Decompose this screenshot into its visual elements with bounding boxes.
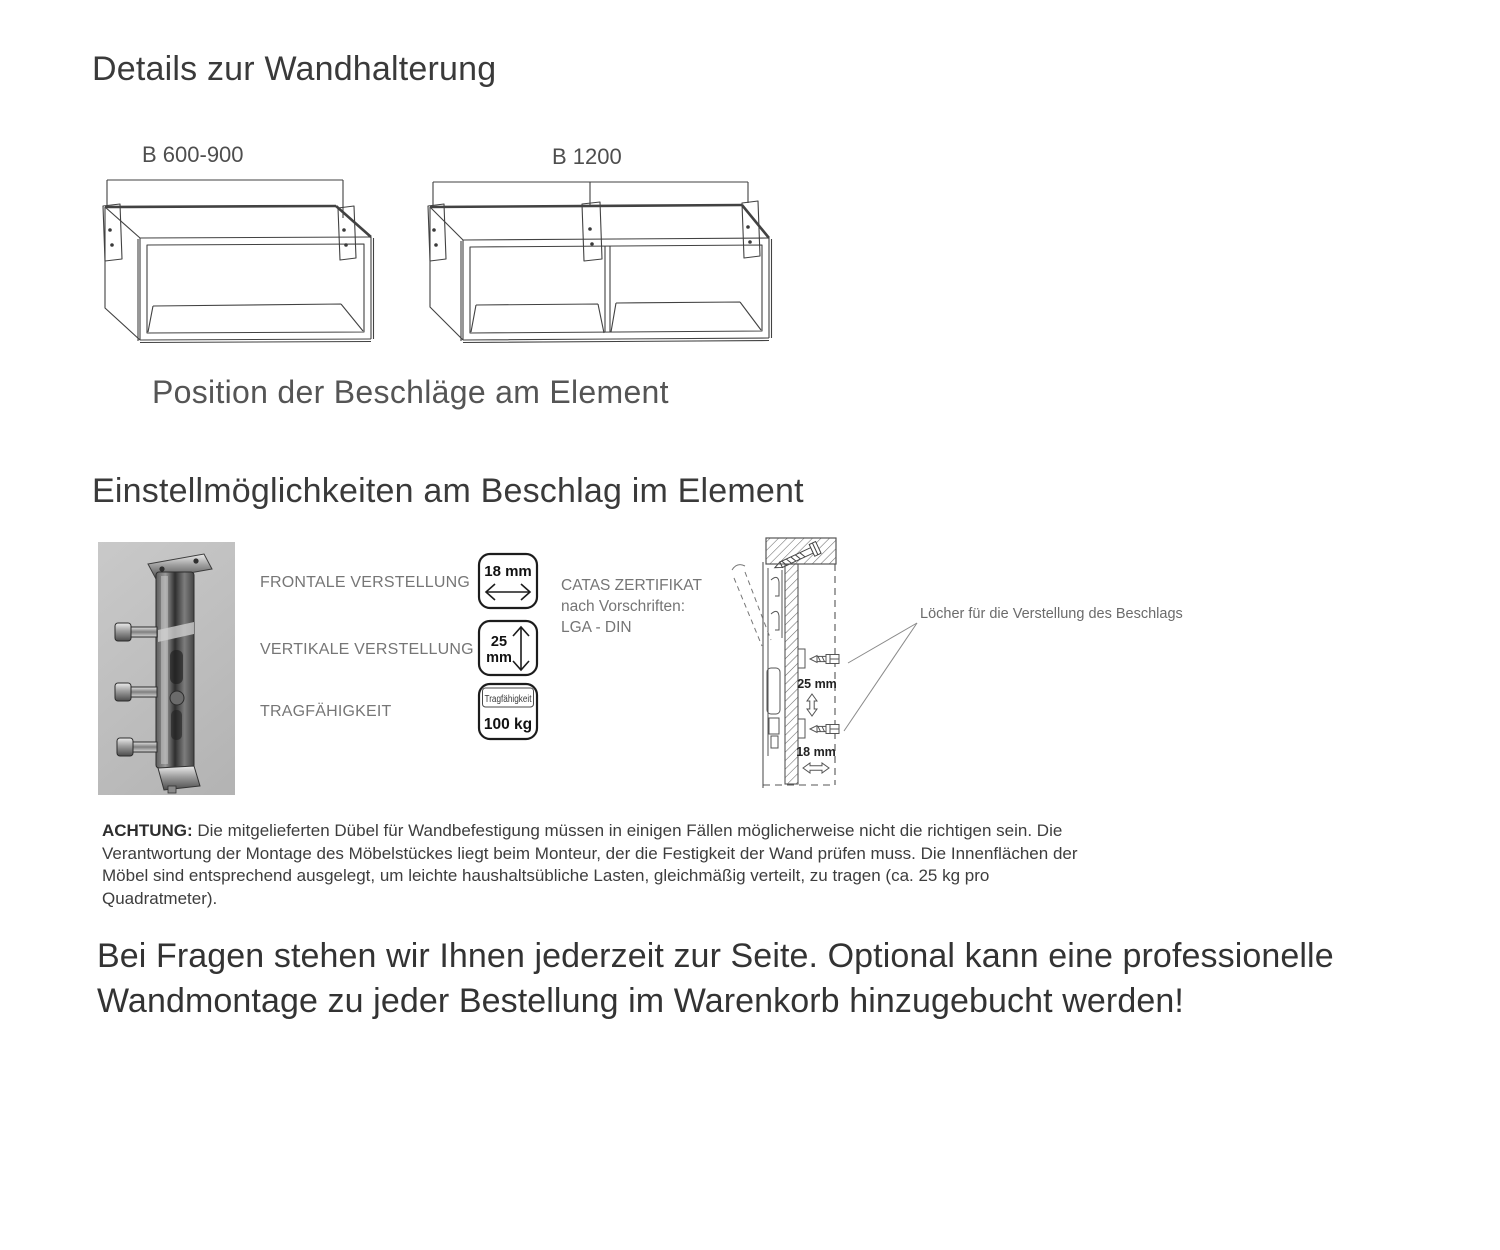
frontal-dimension-badge [477,552,539,610]
certificate-text [561,575,702,638]
capacity-badge-value: 100 kg [483,716,533,733]
horizontal-dim-arrow-icon [803,763,829,773]
capacity-badge [477,682,539,741]
cabinet-small-label: B 600-900 [142,142,244,167]
warning-text [102,820,1097,910]
section-title: Einstellmöglichkeiten am Beschlag im Element [92,472,804,510]
closing-line-2: Wandmontage zu jeder Bestellung im Warenkorb hinzugebucht werden! [97,982,1184,1020]
closing-line-1: Bei Fragen stehen wir Ihnen jederzeit zur Seite. Optional kann eine professionelle [97,937,1334,975]
warning-label: ACHTUNG: [102,821,193,840]
certificate-line-2: nach Vorschriften: [561,598,686,615]
bracket-illustration [98,542,235,795]
cabinet-large-label: B 1200 [552,144,622,169]
vertical-dimension-value-1: 25 [490,634,508,650]
drawings-caption: Position der Beschläge am Element [152,374,669,410]
ceiling-hatch [766,538,836,564]
vertical-dim-label: 25 mm [797,677,837,691]
wall-section-diagram [722,518,1282,803]
vertical-dim-arrow-icon [807,694,817,716]
certificate-line-3: LGA - DIN [561,619,632,636]
closing-text [97,934,1497,1024]
cabinet-small-drawing [95,138,395,373]
vertical-adjustment-label: VERTIKALE VERSTELLUNG [260,641,474,658]
frontal-adjustment-label: FRONTALE VERSTELLUNG [260,574,470,591]
warning-body: Die mitgelieferten Dübel für Wandbefestigung müssen in einigen Fällen möglicherweise nicht die richtigen sein. Die Verantwortung der Montage des Möbelstückes liegt beim Monteur, der die Festigkeit der Wand prüfen muss. Die Innenflächen der Möbel sind entsprechend ausgelegt, um leichte haushaltsübliche Lasten, gleichmäßig verteilt, zu tragen (ca. 25 kg pro Quadratmeter). [102,821,1078,908]
mount-hole-dots [432,225,752,247]
capacity-badge-label: Tragfähigkeit [484,694,532,705]
certificate-line-1: CATAS ZERTIFIKAT [561,577,702,594]
bracket-section-outline [767,568,782,756]
frontal-dimension-value: 18 mm [484,563,532,580]
bracket-photo [98,542,235,795]
page-title: Details zur Wandhalterung [92,50,497,88]
cabinet-large-drawing [418,138,788,373]
capacity-label: TRAGFÄHIGKEIT [260,703,392,720]
vertical-dimension-badge [477,619,539,677]
callout-lines [844,623,917,731]
holes-callout-label: Löcher für die Verstellung des Beschlags [920,606,1183,622]
vertical-dimension-value-2: mm [486,650,512,666]
horizontal-dim-label: 18 mm [796,745,836,759]
swing-guides [732,565,771,646]
